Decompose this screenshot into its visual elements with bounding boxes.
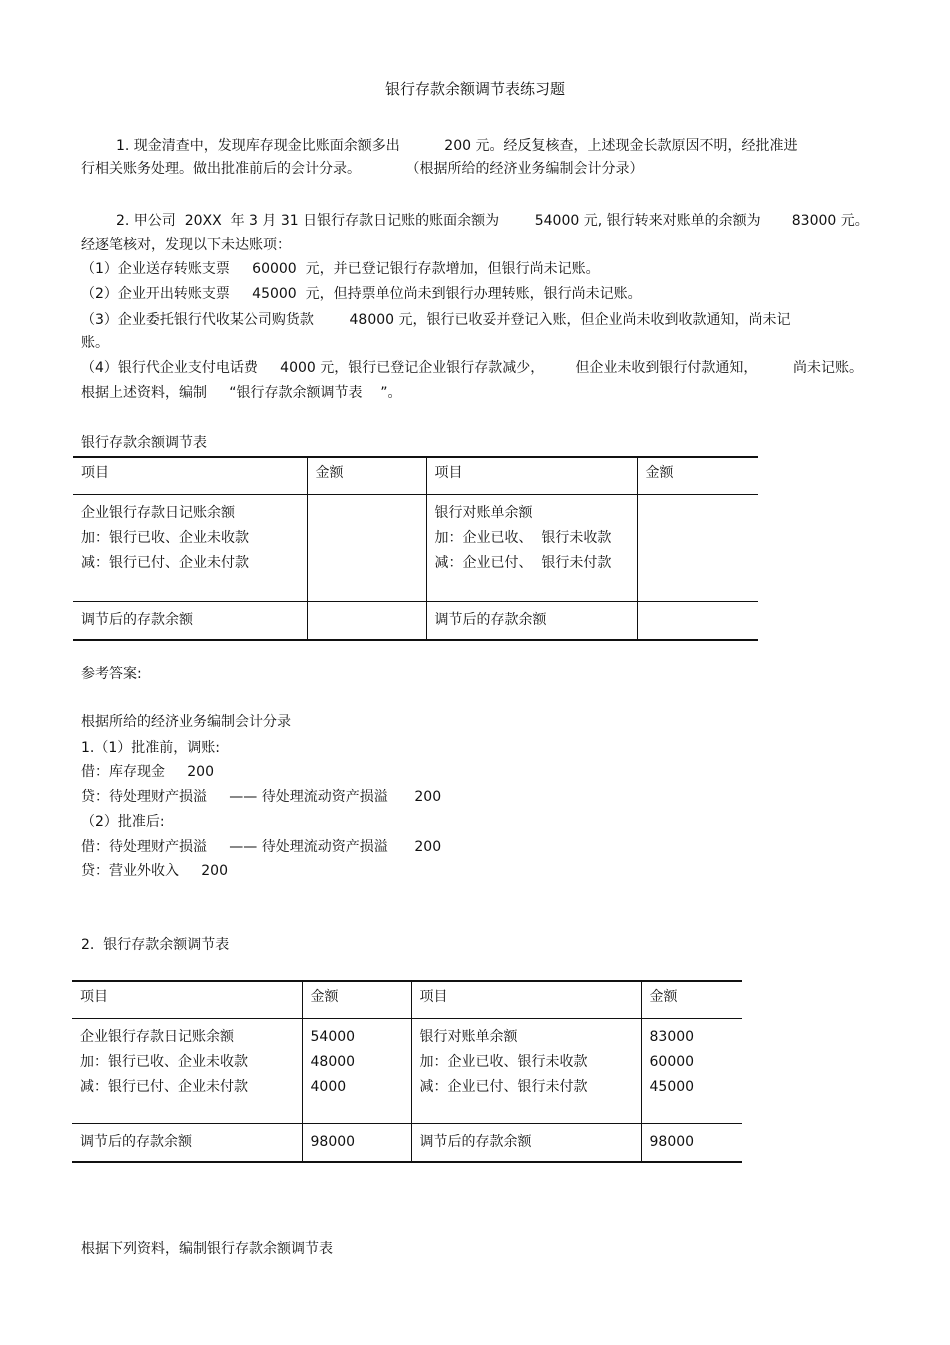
amount-value: 83000: [649, 1028, 695, 1045]
header-cell: 金额: [637, 457, 758, 494]
answer-line: 贷：待处理财产损溢 —— 待处理流动资产损溢 200: [81, 789, 442, 805]
amount-cell: [637, 601, 758, 640]
amount-cell: [637, 494, 758, 601]
row-label: 加：银行已收、企业未收款: [80, 1053, 248, 1070]
answer-line: 借：待处理财产损溢 —— 待处理流动资产损溢 200: [81, 839, 442, 855]
table-row: [72, 1018, 742, 1123]
header-cell: 金额: [641, 981, 742, 1018]
footer-label: 调节后的存款余额: [73, 601, 307, 640]
reconciliation-table-answer: [72, 980, 742, 1163]
table-header-row: [73, 457, 758, 494]
amount-value: 45000: [649, 1078, 695, 1095]
amount-cell: [302, 1018, 411, 1123]
answer-intro: 根据所给的经济业务编制会计分录: [81, 714, 291, 730]
header-cell: 金额: [307, 457, 426, 494]
amount-value: 98000: [641, 1123, 742, 1162]
header-cell: 项目: [411, 981, 641, 1018]
table-footer-row: [73, 601, 758, 640]
amount-value: 98000: [302, 1123, 411, 1162]
row-label: 银行对账单余额: [419, 1028, 518, 1045]
header-cell: 项目: [73, 457, 307, 494]
row-label: 减：企业已付、银行未付款: [419, 1078, 588, 1095]
row-label: 企业银行存款日记账余额: [80, 1028, 234, 1045]
row-label: 减：银行已付、企业未付款: [81, 554, 249, 571]
closing-instruction: 根据下列资料，编制银行存款余额调节表: [81, 1241, 333, 1257]
row-label: 银行对账单余额: [434, 504, 533, 521]
answer-line: （2）批准后:: [81, 814, 165, 830]
footer-label: 调节后的存款余额: [426, 601, 637, 640]
header-cell: 项目: [426, 457, 637, 494]
row-label: 加：企业已收、银行未收款: [419, 1053, 588, 1070]
amount-value: 60000: [649, 1053, 695, 1070]
question-2-item: 账。: [81, 335, 109, 351]
page-title: 银行存款余额调节表练习题: [384, 80, 565, 98]
table-2-caption: 2. 银行存款余额调节表: [81, 937, 230, 953]
question-1-line-1: 1. 现金清查中，发现库存现金比账面余额多出 200 元。经反复核查，上述现金长款原因不明，经批准进: [116, 138, 798, 154]
right-items-cell: [411, 1018, 641, 1123]
amount-value: 4000: [310, 1078, 347, 1095]
answer-line: 1.（1）批准前，调账:: [81, 740, 220, 756]
question-2-item: （3）企业委托银行代收某公司购货款 48000 元，银行已收妥并登记入账，但企业尚未收到收款通知，尚未记: [81, 312, 791, 328]
amount-value: 54000: [310, 1028, 356, 1045]
right-items-cell: [426, 494, 637, 601]
header-cell: 金额: [302, 981, 411, 1018]
left-items-cell: [73, 494, 307, 601]
left-items-cell: [72, 1018, 302, 1123]
answer-heading: 参考答案:: [81, 666, 142, 682]
question-2-item: （4）银行代企业支付电话费 4000 元，银行已登记企业银行存款减少， 但企业未收到银行付款通知， 尚未记账。: [81, 360, 863, 376]
table-row: [73, 494, 758, 601]
table-footer-row: [72, 1123, 742, 1162]
question-2-item: （1）企业送存转账支票 60000 元，并已登记银行存款增加，但银行尚未记账。: [81, 261, 600, 277]
table-header-row: [72, 981, 742, 1018]
footer-label: 调节后的存款余额: [72, 1123, 302, 1162]
amount-cell: [641, 1018, 742, 1123]
answer-line: 借：库存现金 200: [81, 764, 214, 780]
row-label: 减：银行已付、企业未付款: [80, 1078, 248, 1095]
question-2-item: （2）企业开出转账支票 45000 元，但持票单位尚未到银行办理转账，银行尚未记账。: [81, 286, 642, 302]
question-1-line-2: 行相关账务处理。做出批准前后的会计分录。 （根据所给的经济业务编制会计分录）: [81, 161, 644, 177]
amount-cell: [307, 494, 426, 601]
table-1-caption: 银行存款余额调节表: [81, 435, 207, 451]
amount-cell: [307, 601, 426, 640]
row-label: 加：企业已收、 银行未收款: [434, 529, 612, 546]
row-label: 加：银行已收、企业未收款: [81, 529, 249, 546]
row-label: 减：企业已付、 银行未付款: [434, 554, 612, 571]
question-2-instruction: 根据上述资料，编制 “银行存款余额调节表 ”。: [81, 385, 402, 401]
amount-value: 48000: [310, 1053, 356, 1070]
footer-label: 调节后的存款余额: [411, 1123, 641, 1162]
question-2-line-1: 2. 甲公司 20XX 年 3 月 31 日银行存款日记账的账面余额为 54000 元, 银行转来对账单的余额为 83000 元。: [116, 213, 869, 229]
row-label: 企业银行存款日记账余额: [81, 504, 235, 521]
question-2-line-2: 经逐笔核对，发现以下未达账项：: [81, 237, 291, 253]
answer-line: 贷：营业外收入 200: [81, 863, 228, 879]
header-cell: 项目: [72, 981, 302, 1018]
reconciliation-table-blank: [73, 456, 758, 641]
